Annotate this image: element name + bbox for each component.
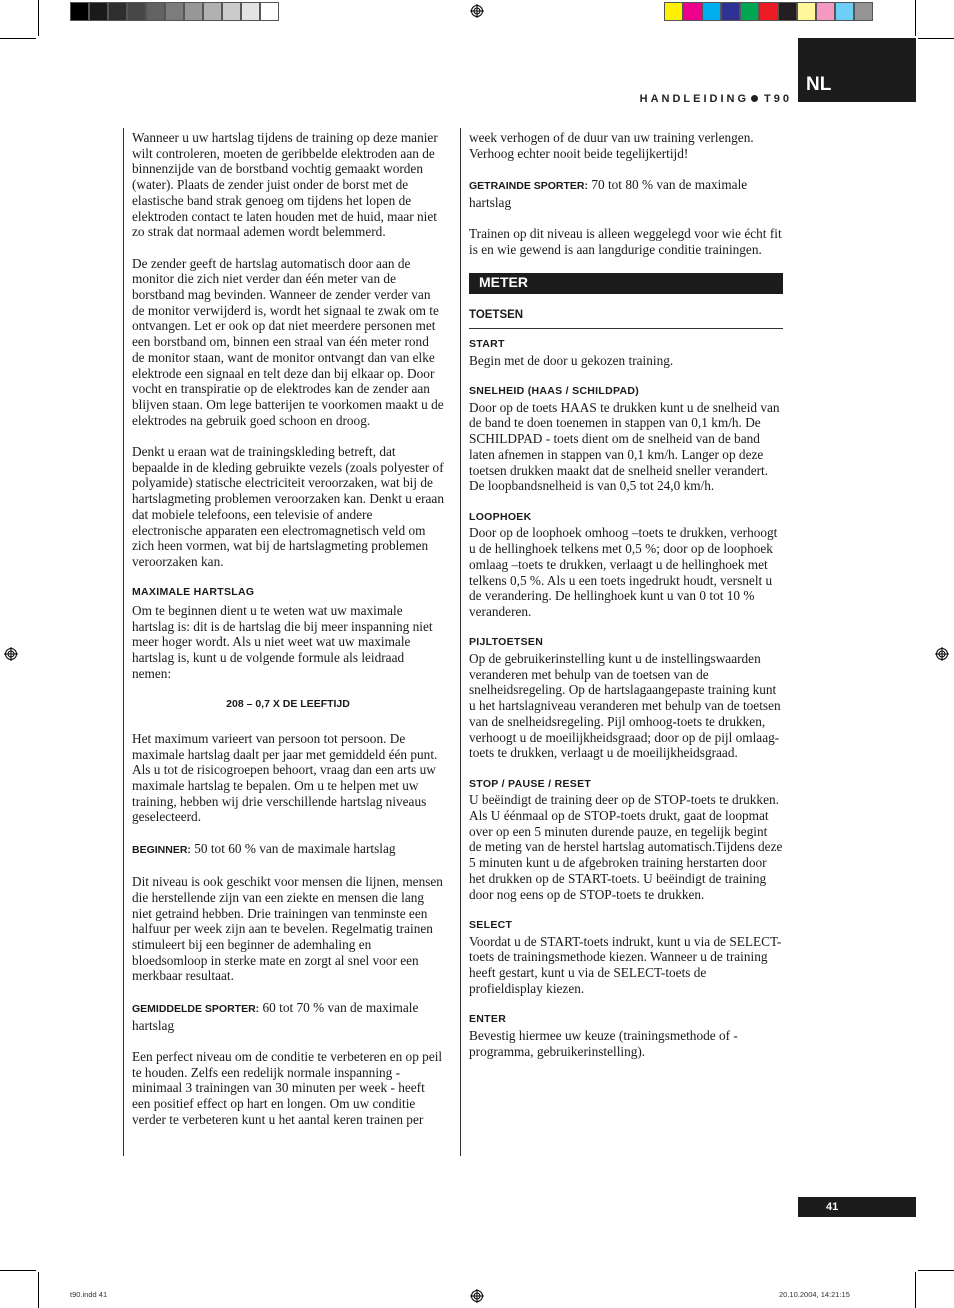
registration-mark-icon: [470, 4, 484, 18]
language-tab-label: NL: [806, 74, 832, 95]
swatch: [70, 2, 89, 21]
swatch: [222, 2, 241, 21]
level-label: GEMIDDELDE SPORTER:: [132, 1002, 260, 1015]
swatch: [203, 2, 222, 21]
language-tab: [798, 38, 916, 102]
swatch: [702, 2, 721, 21]
swatch: [89, 2, 108, 21]
model-name: T90: [764, 93, 792, 105]
crop-mark: [38, 1272, 39, 1308]
swatch: [184, 2, 203, 21]
bullet-icon: [751, 95, 758, 102]
right-column: [469, 130, 783, 1075]
crop-mark: [918, 1270, 954, 1271]
swatch: [778, 2, 797, 21]
paragraph: week verhogen of de duur van uw training verlengen. Verhoog echter nooit beide tegelijkertijd!: [469, 130, 754, 161]
page-number-tab: [798, 1197, 916, 1217]
key-heading-speed: SNELHEID (HAAS / SCHILDPAD): [469, 385, 640, 398]
level-average: [132, 1000, 444, 1033]
crop-mark: [918, 38, 954, 39]
file-info: t90.indd 41: [70, 1290, 108, 1299]
swatch: [740, 2, 759, 21]
left-column: [132, 130, 444, 1143]
swatch: [797, 2, 816, 21]
key-heading-incline: LOOPHOEK: [469, 510, 532, 523]
swatch: [721, 2, 740, 21]
heartrate-formula: 208 – 0,7 X DE LEEFTIJD: [226, 698, 350, 711]
registration-mark-icon: [4, 647, 18, 661]
key-description: Voordat u de START-toets indrukt, kunt u via de SELECT-toets de trainingsmethode kiezen. Wanneer u de training heeft gestart, kunt u via de SELECT-toets de profieldisplay kiezen.: [469, 933, 782, 996]
key-description: Door op de loophoek omhoog –toets te drukken, verhoogt u de hellinghoek telkens met 0,5 %; door op de loophoek omlaag –toets te drukken, verlaagt u de hellinghoek met telkens 0,5 %. Als u een toets ingedrukt houdt, versnelt u de verandering. De hellinghoek kunt u van 0 tot 10 % veranderen.: [469, 525, 778, 619]
registration-mark-icon: [935, 647, 949, 661]
level-text: 60 tot 70 % van de maximale hartslag: [132, 999, 419, 1033]
paragraph: Het maximum varieert van persoon tot persoon. De maximale hartslag daalt per jaar met gemiddeld één punt. Als u tot de risicogroepen behoort, vraag dan een arts uw maximale hartslag te bepalen. Om u te helpen met uw training, hebben wij drie verschillende hartslag niveaus geselecteerd.: [132, 730, 438, 825]
running-title: HANDLEIDING: [639, 93, 750, 105]
crop-mark: [0, 38, 36, 39]
key-heading-select: SELECT: [469, 918, 513, 931]
crop-mark: [0, 1270, 36, 1271]
crop-mark: [915, 1272, 916, 1308]
paragraph: Denkt u eraan wat de trainingskleding betreft, dat bepaalde in de kleding gebruikte vezels (zoals polyester of polyamide) statische electriciteit veroorzaken, wat bij de hartslagmeting problemen veroorzaken kan. Denkt u eraan dat mobiele telefoons, een televisie of andere electronische apparaten een electromagnetisch veld om zich heen vormen, wat bij de hartslagmeting problemen veroorzaken kan.: [132, 444, 444, 569]
key-heading-enter: ENTER: [469, 1013, 507, 1026]
crop-mark: [915, 0, 916, 36]
swatch: [260, 2, 279, 21]
key-description: U beëindigt de training deer op de STOP-toets te drukken. Als U éénmaal op de STOP-toets drukt, gaat de loopmat over op een 5 minuten durende pauze, en tegelijk begint de meting van de herstel hartslag automatisch.Tijdens deze 5 minuten kunt u de afgebroken training herstarten door het drukken op de START-toets. U beëindigt de training door nog eens op de STOP-toets te drukken.: [469, 792, 783, 902]
key-description: Door op de toets HAAS te drukken kunt u de snelheid van de band te doen toenemen in stappen van 0,1 km/h. De SCHILDPAD - toets dient om de snelheid van de band laten afnemen in stappen van 0,1 km/h. Langer op deze toetsen drukken maakt dat de snelheid sneller verandert. De loopbandsnelheid is van 0,5 tot 24,0 km/h.: [469, 399, 780, 494]
key-heading-start: START: [469, 337, 505, 350]
level-text: 70 tot 80 % van de maximale hartslag: [469, 177, 748, 210]
paragraph: De zender geeft de hartslag automatisch door aan de monitor die zich niet verder dan één meter van de borstband mag bevinden. Wanneer de zender verder van de monitor verwijderd is, wordt het signaal te zwak om te ontvangen. Let er ook op dat niet meerdere personen met een borstband om, binnen een straal van één meter rond de monitor staan, want de monitor ontvangt dan van elke elektrode een signaal en telt deze dan bij elkaar op. Door vocht en transpiratie op de elektrodes kan de zender aan blijven staan. Om lege batterijen te voorkomen maakt u de elektrodes na gebruik goed schoon en droog.: [132, 255, 444, 428]
print-timestamp: 20.10.2004, 14:21:15: [779, 1290, 850, 1299]
paragraph: Dit niveau is ook geschikt voor mensen die lijnen, mensen die herstellende zijn van een ziekte en mensen die lang niet getraind hebben. Drie trainingen van tenminste een halfuur per week zijn aan te bevelen. Regelmatig trainen stimuleert bij een beginner de ademhaling en bloedsomloop in sterke mate en zorgt al snel voor een merkbaar resultaat.: [132, 874, 443, 984]
paragraph: Wanneer u uw hartslag tijdens de training op deze manier wilt controleren, moeten de geribbelde elektroden aan de binnenzijde van de borstband vochtig gemaakt worden (water). Plaats de zender juist onder de borst met de elastische band strak genoeg om tijdens het lopen de elektroden contact te laten houden met de huid, maar niet zo strak dat normaal ademen wordt belemmerd.: [132, 130, 438, 240]
crop-mark: [38, 0, 39, 36]
swatch: [241, 2, 260, 21]
level-trained: [469, 177, 783, 210]
level-beginner: [132, 841, 444, 859]
key-description: Begin met de door u gekozen training.: [469, 352, 674, 368]
level-label: BEGINNER:: [132, 843, 191, 856]
column-rule: [460, 128, 461, 1156]
level-label: GETRAINDE SPORTER:: [469, 180, 589, 193]
running-header: [640, 93, 792, 105]
swatch: [683, 2, 702, 21]
swatch: [816, 2, 835, 21]
swatch: [165, 2, 184, 21]
registration-mark-icon: [470, 1289, 484, 1303]
key-description: Op de gebruikerinstelling kunt u de instellingswaarden veranderen met behulp van de toetsen van de snelheidsregeling. Op de hartslagaangepaste training kunt u het hartslagniveau veranderen met behulp van de toetsen van de snelheidsregeling. Pijl omhoog-toets te drukken, verhoogt u de moeilijkheidsgraad; door op de pijl omlaag-toets te drukken, verlaagt u de moeilijkheidsgraad.: [469, 651, 781, 761]
swatch: [664, 2, 683, 21]
swatch: [759, 2, 778, 21]
section-title-meter: METER: [469, 273, 783, 294]
level-text: 50 tot 60 % van de maximale hartslag: [190, 840, 396, 856]
key-description: Bevestig hiermee uw keuze (trainingsmethode of -programma, gebruikerinstelling).: [469, 1027, 738, 1059]
key-heading-arrows: PIJLTOETSEN: [469, 636, 544, 649]
subsection-title-keys: TOETSEN: [469, 308, 783, 329]
section-heading-max-heartrate: MAXIMALE HARTSLAG: [132, 586, 255, 599]
swatch: [835, 2, 854, 21]
gray-color-bar: [70, 2, 279, 21]
paragraph: Om te beginnen dient u te weten wat uw maximale hartslag is: dit is de hartslag die bij meer inspanning niet meer hoger wordt. Als u niet weet wat uw maximale hartslag is, kunt u de volgende formule als leidraad nemen:: [132, 603, 433, 681]
swatch: [108, 2, 127, 21]
paragraph: Trainen op dit niveau is alleen weggelegd voor wie écht fit is en wie gewend is aan langdurige conditie trainingen.: [469, 226, 782, 257]
swatch: [127, 2, 146, 21]
page-number: 41: [826, 1201, 839, 1213]
swatch: [146, 2, 165, 21]
paragraph: Een perfect niveau om de conditie te verbeteren en op peil te houden. Zelfs een redelijk normale inspanning - minimaal 3 trainingen van 30 minuten per week - heeft een positief effect op hart en longen. Om uw conditie verder te verbeteren kunt u het aantal keren trainen per: [132, 1048, 443, 1127]
swatch: [854, 2, 873, 21]
cmyk-color-bar: [664, 2, 873, 21]
key-heading-stop: STOP / PAUSE / RESET: [469, 777, 592, 790]
column-rule: [123, 128, 124, 1156]
